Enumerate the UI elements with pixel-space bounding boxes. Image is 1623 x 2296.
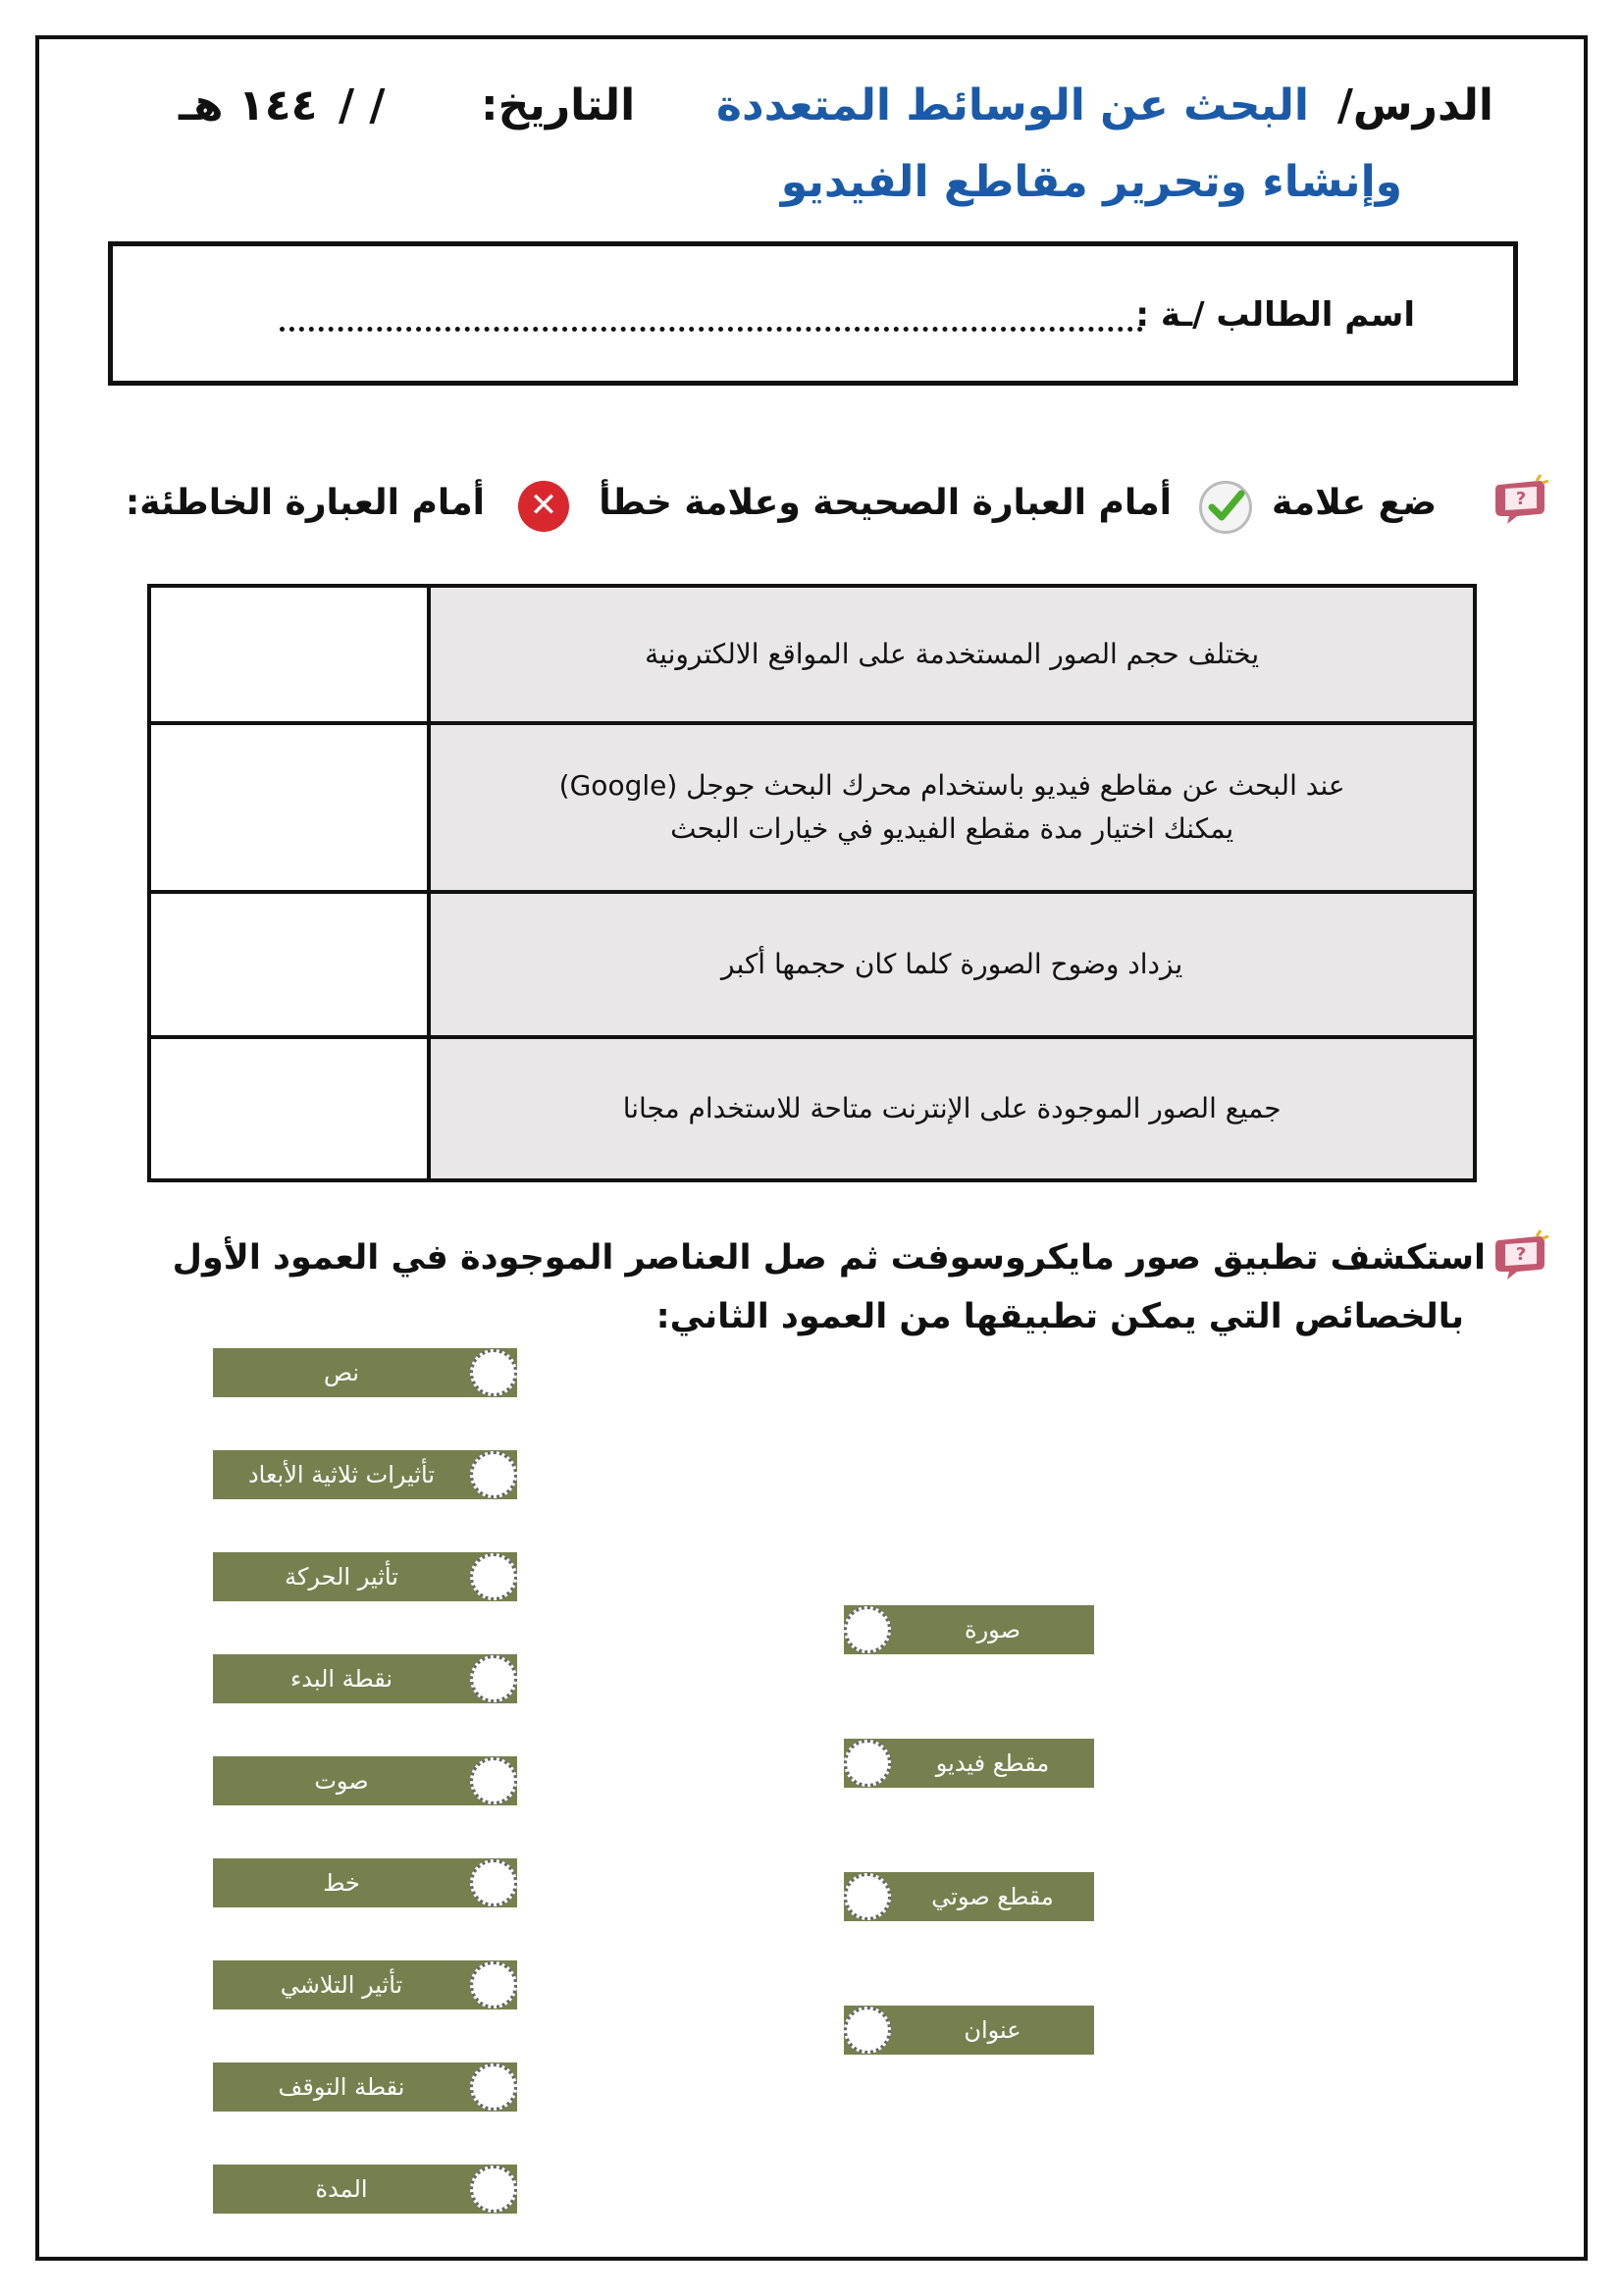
- student-name-box: [108, 241, 1518, 386]
- date-slashes: / /: [339, 80, 386, 130]
- connector-dot[interactable]: [470, 1655, 517, 1702]
- question-card-icon: [1492, 473, 1550, 524]
- connector-dot[interactable]: [470, 2063, 517, 2111]
- property-item[interactable]: نص: [213, 1348, 517, 1397]
- answer-cell[interactable]: [149, 723, 429, 892]
- answer-cell[interactable]: [149, 586, 429, 723]
- cross-icon: ✕: [518, 481, 569, 532]
- hijri-year: ١٤٤ هـ: [179, 80, 318, 130]
- connector-dot[interactable]: [844, 1606, 891, 1653]
- student-name-field[interactable]: [280, 305, 1143, 332]
- table-row: [149, 586, 1475, 723]
- connector-dot[interactable]: [844, 1740, 891, 1787]
- element-item[interactable]: عنوان: [844, 2006, 1094, 2055]
- connector-dot[interactable]: [470, 1757, 517, 1804]
- connector-dot[interactable]: [470, 2166, 517, 2213]
- statement-cell: يختلف حجم الصور المستخدمة على المواقع الالكترونية: [429, 586, 1475, 723]
- instruction-part2: أمام العبارة الصحيحة وعلامة خطأ: [599, 483, 1172, 523]
- checkmark-icon: [1199, 481, 1252, 534]
- true-false-table: [147, 584, 1477, 1182]
- property-item[interactable]: خط: [213, 1858, 517, 1907]
- connector-dot[interactable]: [470, 1349, 517, 1396]
- lesson-label: الدرس/: [1336, 80, 1493, 130]
- lesson-title-line1: البحث عن الوسائط المتعددة: [716, 80, 1309, 130]
- date-label: التاريخ:: [481, 80, 636, 130]
- connector-dot[interactable]: [470, 1553, 517, 1600]
- property-item[interactable]: المدة: [213, 2165, 517, 2214]
- element-item[interactable]: مقطع صوتي: [844, 1872, 1094, 1921]
- element-item[interactable]: مقطع فيديو: [844, 1739, 1094, 1788]
- property-item[interactable]: تأثير التلاشي: [213, 1960, 517, 2009]
- statement-cell: عند البحث عن مقاطع فيديو باستخدام محرك البحث جوجل (Google) يمكنك اختيار مدة مقطع الفيديو في خيارات البحث: [429, 723, 1475, 892]
- svg-text:?: ?: [1515, 489, 1527, 509]
- property-item[interactable]: صوت: [213, 1756, 517, 1805]
- statement-cell: يزداد وضوح الصورة كلما كان حجمها أكبر: [429, 892, 1475, 1037]
- table-row: [149, 1037, 1475, 1180]
- table-row: [149, 892, 1475, 1037]
- property-item[interactable]: تأثير الحركة: [213, 1552, 517, 1601]
- lesson-title-line2: وإنشاء وتحرير مقاطع الفيديو: [780, 157, 1402, 207]
- question-card-icon: [1492, 1228, 1550, 1279]
- instruction-part1: ضع علامة: [1272, 483, 1437, 523]
- instruction-part3: أمام العبارة الخاطئة:: [125, 483, 485, 523]
- connector-dot[interactable]: [844, 2007, 891, 2054]
- section2-instruction-line2: بالخصائص التي يمكن تطبيقها من العمود الثاني:: [655, 1297, 1464, 1336]
- property-item[interactable]: نقطة البدء: [213, 1654, 517, 1703]
- element-item[interactable]: صورة: [844, 1605, 1094, 1654]
- statement-cell: جميع الصور الموجودة على الإنترنت متاحة للاستخدام مجانا: [429, 1037, 1475, 1180]
- property-item[interactable]: نقطة التوقف: [213, 2062, 517, 2112]
- student-name-label: اسم الطالب /ـة :: [1135, 295, 1415, 335]
- section2-instruction-line1: استكشف تطبيق صور مايكروسوفت ثم صل العناصر الموجودة في العمود الأول: [172, 1238, 1486, 1278]
- answer-cell[interactable]: [149, 892, 429, 1037]
- connector-dot[interactable]: [470, 1451, 517, 1498]
- svg-text:?: ?: [1515, 1244, 1527, 1265]
- connector-dot[interactable]: [844, 1873, 891, 1920]
- answer-cell[interactable]: [149, 1037, 429, 1180]
- property-item[interactable]: تأثيرات ثلاثية الأبعاد: [213, 1450, 517, 1499]
- table-row: [149, 723, 1475, 892]
- connector-dot[interactable]: [470, 1859, 517, 1906]
- connector-dot[interactable]: [470, 1961, 517, 2009]
